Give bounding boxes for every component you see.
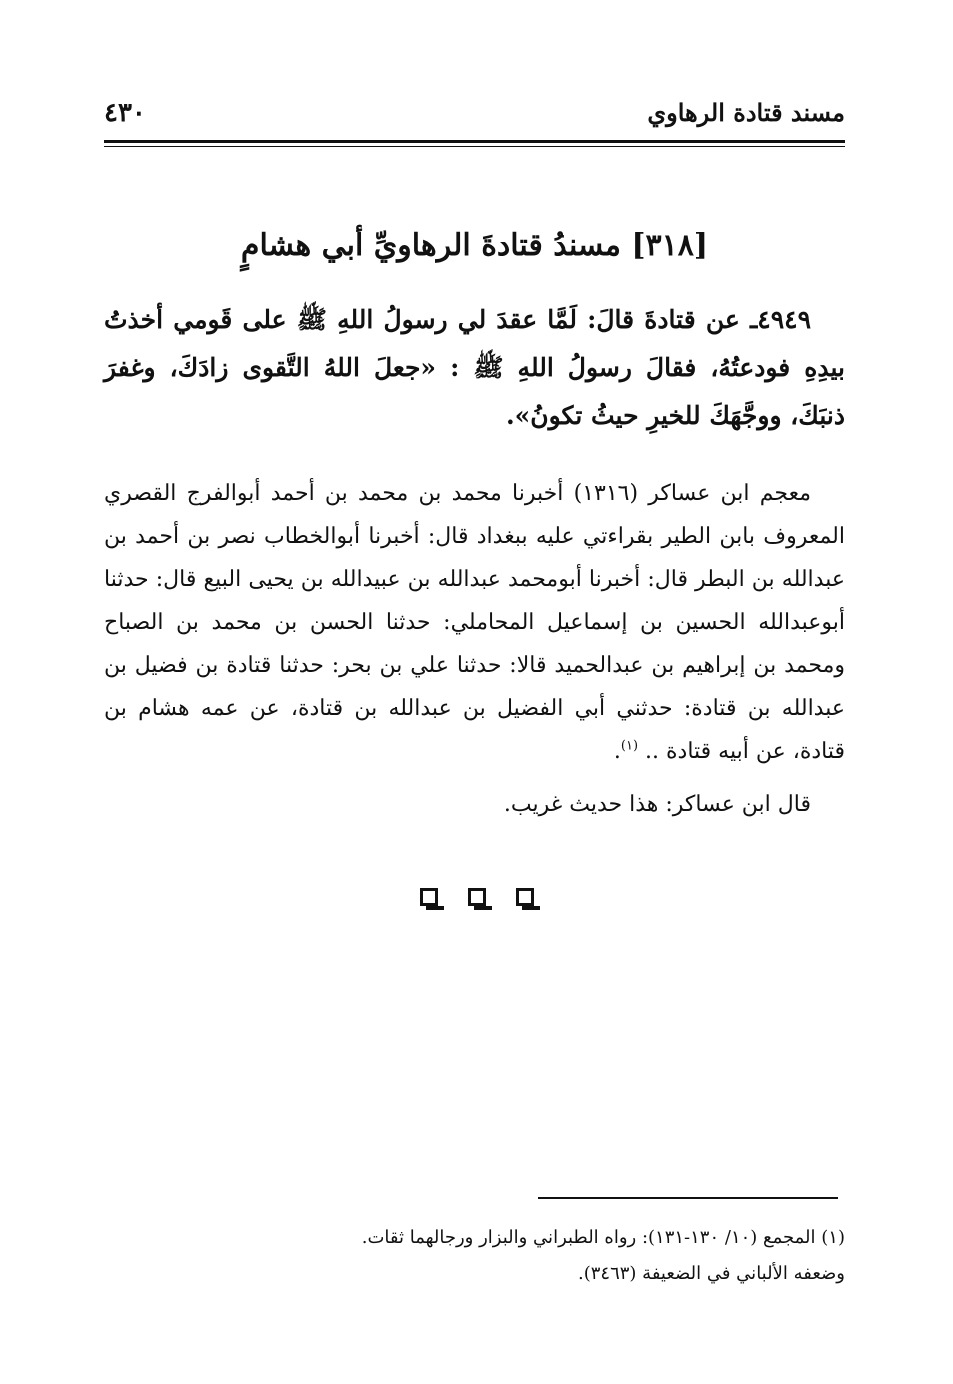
page-number: ٤٣٠ (104, 98, 146, 128)
hadith-text: ٤٩٤٩ـ عن قتادةَ قالَ: لَمَّا عقدَ لي رسولُ اللهِ ﷺ على قَومي أخذتُ بيدِهِ فودعتُهُ، فقالَ رسولُ اللهِ ﷺ : «جعلَ اللهُ التَّقوى زادَكَ، وغفرَ ذنبَكَ، ووجَّهَكَ للخيرِ حيثُ تكونُ». (104, 305, 845, 430)
source-text: معجم ابن عساكر (١٣١٦) أخبرنا محمد بن محمد بن أحمد أبوالفرج القصري المعروف بابن الطير بقراءتي عليه ببغداد قال: أخبرنا أبوالخطاب نصر بن أحمد بن عبدالله بن البطر قال: أخبرنا أبومحمد عبدالله بن عبيدالله بن يحيى البيع قال: حدثنا أبوعبدالله الحسين بن إسماعيل المحاملي: حدثنا الحسن بن محمد بن الصباح ومحمد بن إبراهيم بن عبدالحميد قالا: حدثنا علي بن بحر: حدثنا قتادة بن فضيل بن عبدالله بن قتادة: حدثني أبي الفضيل بن عبدالله بن قتادة، عن عمه هشام بن قتادة، عن أبيه قتادة .. (104, 481, 845, 764)
square-ornament-icon (516, 888, 534, 906)
footnote-reference[interactable]: (١) (620, 738, 639, 754)
footnote-1: (١) المجمع (١٠/ ١٣٠-١٣١): رواه الطبراني والبزار ورجالهما ثقات. (361, 1227, 845, 1248)
main-content (104, 222, 845, 826)
running-header-title: مسند قتادة الرهاوي (647, 98, 845, 127)
square-ornament-icon (468, 888, 486, 906)
running-header (104, 98, 845, 138)
footnote-1-continuation: وضعفه الألباني في الضعيفة (٣٤٦٣). (578, 1263, 845, 1284)
square-ornament-icon (420, 888, 438, 906)
footnotes (104, 1220, 845, 1292)
footnote-rule (538, 1197, 838, 1199)
section-end-ornament (0, 888, 953, 910)
section-title: [٣١٨] مسندُ قتادةَ الرهاويِّ أبي هشامٍ (240, 228, 709, 263)
source-paragraph (104, 472, 845, 773)
header-rule (104, 140, 845, 143)
ibn-asakir-remark: قال ابن عساكر: هذا حديث غريب. (503, 792, 811, 817)
source-end: . (613, 739, 621, 764)
